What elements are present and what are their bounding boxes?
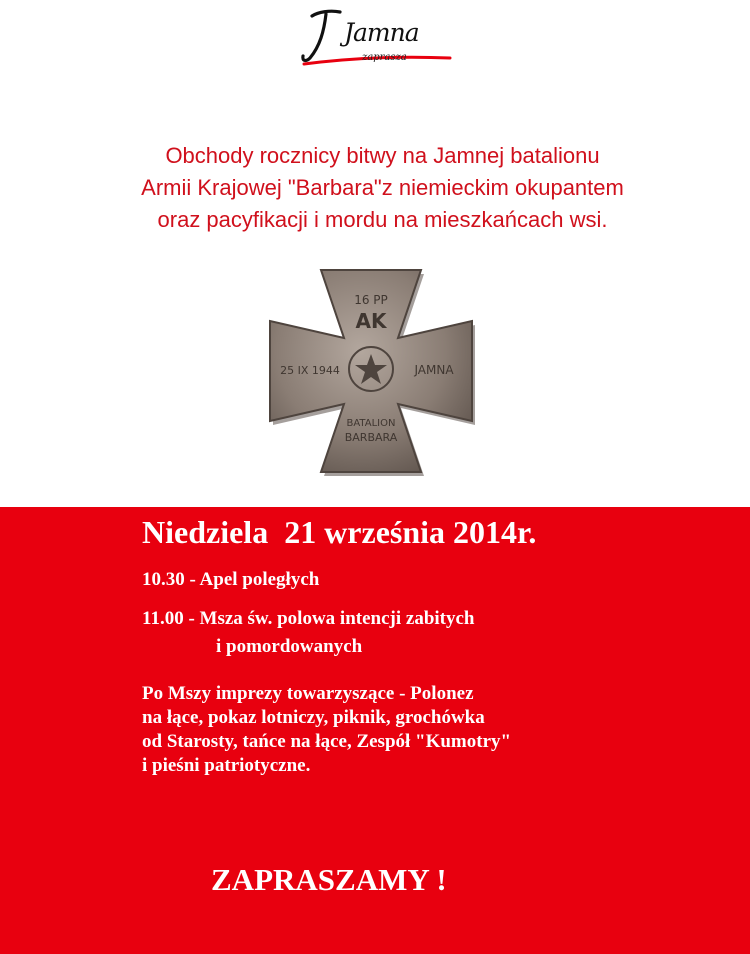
badge-date: 25 IX 1944 — [280, 364, 340, 377]
badge-unit: AK — [355, 309, 387, 333]
logo-tagline: zaprasza — [362, 52, 407, 63]
description-line: na łące, pokaz lotniczy, piknik, grochówka — [142, 707, 485, 728]
schedule-item: 10.30 - Apel poległych — [142, 569, 320, 590]
headline-line: Obchody rocznicy bitwy na Jamnej batalionu — [165, 143, 600, 168]
invitation-cta: ZAPRASZAMY ! — [211, 862, 447, 897]
schedule-item-continuation: i pomordowanych — [216, 636, 363, 657]
headline — [0, 140, 750, 236]
event-date: Niedziela 21 września 2014r. — [142, 514, 537, 550]
batalion-cross-badge — [266, 266, 476, 476]
badge-bottom-2: BARBARA — [344, 431, 398, 444]
headline-line: Armii Krajowej "Barbara"z niemieckim okupantem — [141, 175, 624, 200]
event-description — [142, 682, 511, 778]
badge-bottom-1: BATALION — [346, 418, 396, 429]
jamna-logo — [300, 6, 455, 72]
schedule-item: 11.00 - Msza św. polowa intencji zabitych — [142, 608, 475, 629]
logo-wordmark: Jamna — [344, 18, 419, 47]
badge-top: 16 PP — [354, 293, 388, 307]
description-line: od Starosty, tańce na łące, Zespół "Kumotry" — [142, 731, 512, 752]
headline-line: oraz pacyfikacji i mordu na mieszkańcach wsi. — [157, 207, 608, 232]
description-line: i pieśni patriotyczne. — [142, 755, 311, 776]
description-line: Po Mszy imprezy towarzyszące - Polonez — [142, 683, 474, 704]
badge-place: JAMNA — [414, 363, 454, 377]
